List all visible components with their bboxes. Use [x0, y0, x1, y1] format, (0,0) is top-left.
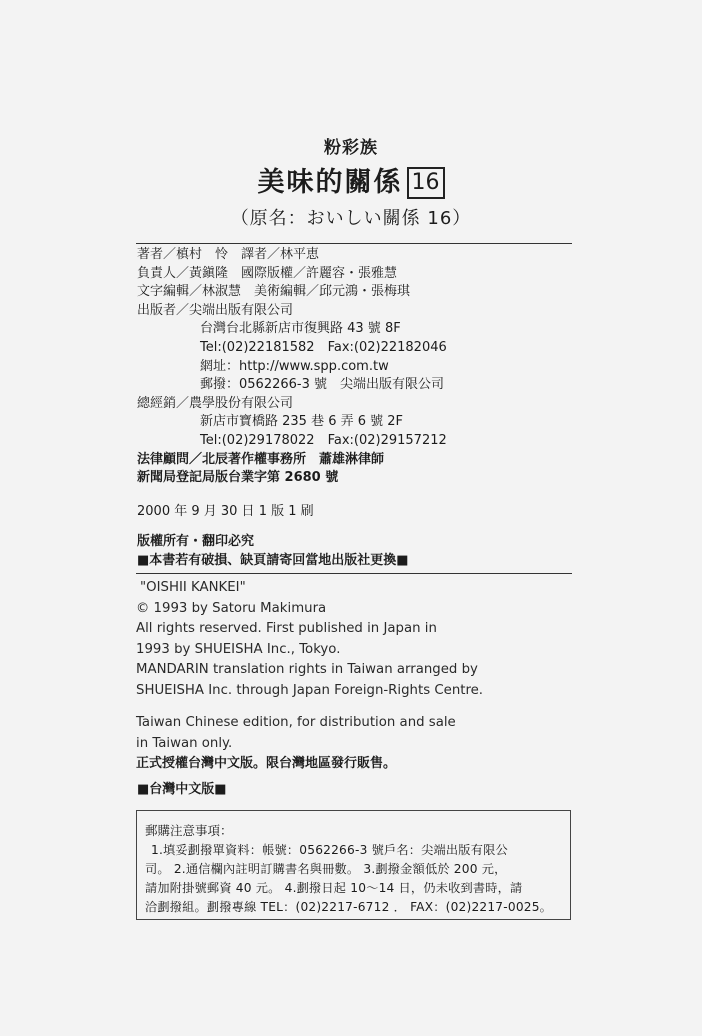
- mail-order-line-4: 洽劃撥組。劃撥專線 TEL：(02)2217-6712 ． FAX：(02)2217-0025。: [145, 900, 553, 914]
- rights-reserved: 版權所有・翻印必究: [137, 534, 255, 549]
- mail-order-line-2: 司。 2.通信欄內註明訂購書名與冊數。 3.劃撥金額低於 200 元，: [145, 862, 507, 876]
- english-rights-block: [136, 578, 483, 775]
- publisher-website: 網址：http://www.spp.com.tw: [200, 358, 389, 374]
- registration-number: 新聞局登記局版台業字第 2680 號: [137, 470, 339, 486]
- rights-line-3: MANDARIN translation rights in Taiwan arranged by: [136, 662, 478, 677]
- rights-line-2: 1993 by SHUEISHA Inc., Tokyo.: [136, 641, 341, 657]
- publisher-postal-account: 郵撥：0562266-3 號 尖端出版有限公司: [200, 377, 444, 393]
- mail-order-notice-box: [136, 810, 571, 920]
- taiwan-edition-mark: ■台灣中文版■: [137, 782, 227, 797]
- credit-editors: 文字編輯／林淑慧 美術編輯／邱元鴻・張梅琪: [137, 284, 411, 300]
- series-name: 粉彩族: [324, 138, 378, 158]
- publisher-phone: Tel:(02)22181582 Fax:(02)22182046: [200, 339, 447, 355]
- credit-legal-counsel: 法律顧問／北辰著作權事務所 蕭雄淋律師: [137, 451, 385, 467]
- mail-order-heading: 郵購注意事項：: [145, 823, 233, 838]
- rights-line-1: All rights reserved. First published in Japan in: [136, 621, 437, 636]
- original-japanese-title: "OISHII KANKEI": [140, 580, 246, 595]
- edition-date: 2000 年 9 月 30 日 1 版 1 刷: [137, 504, 314, 519]
- publisher-address: 台灣台北縣新店市復興路 43 號 8F: [200, 321, 401, 337]
- distributor-address: 新店市寶橋路 235 巷 6 弄 6 號 2F: [200, 414, 404, 430]
- book-title: 美味的關係: [257, 167, 403, 198]
- original-title: （原名：おいしい關係 16）: [230, 208, 472, 229]
- credit-publisher-rights: 負責人／黃鎭隆 國際版權／許麗容・張雅慧: [137, 265, 398, 281]
- distributor-phone: Tel:(02)29178022 Fax:(02)29157212: [200, 432, 447, 448]
- volume-number: 16: [407, 167, 445, 199]
- book-title-row: [0, 160, 702, 199]
- credit-author-translator: 著者／槙村 怜 譯者／林平恵: [137, 247, 320, 262]
- credits-block: [137, 246, 447, 488]
- divider-middle: [136, 573, 572, 574]
- mail-order-line-3: 請加附掛號郵資 40 元。 4.劃撥日起 10～14 日，仍未收到書時，請: [145, 881, 523, 895]
- mail-order-line-1: 1.填妥劃撥單資料：帳號：0562266-3 號戶名：尖端出版有限公: [151, 843, 508, 857]
- credit-publisher: 出版者／尖端出版有限公司: [137, 302, 294, 318]
- rights-line-4: SHUEISHA Inc. through Japan Foreign-Rights Centre.: [136, 682, 484, 698]
- authorized-edition-notice: 正式授權台灣中文版。限台灣地區發行販售。: [136, 756, 397, 771]
- divider-top: [136, 243, 572, 244]
- damage-notice: ■本書若有破損、缺頁請寄回當地出版社更換■: [137, 553, 409, 568]
- credit-distributor: 總經銷／農學股份有限公司: [137, 395, 294, 411]
- copyright-line: © 1993 by Satoru Makimura: [136, 600, 327, 616]
- distribution-line-1: Taiwan Chinese edition, for distribution and sale: [136, 715, 456, 730]
- distribution-line-2: in Taiwan only.: [136, 735, 233, 751]
